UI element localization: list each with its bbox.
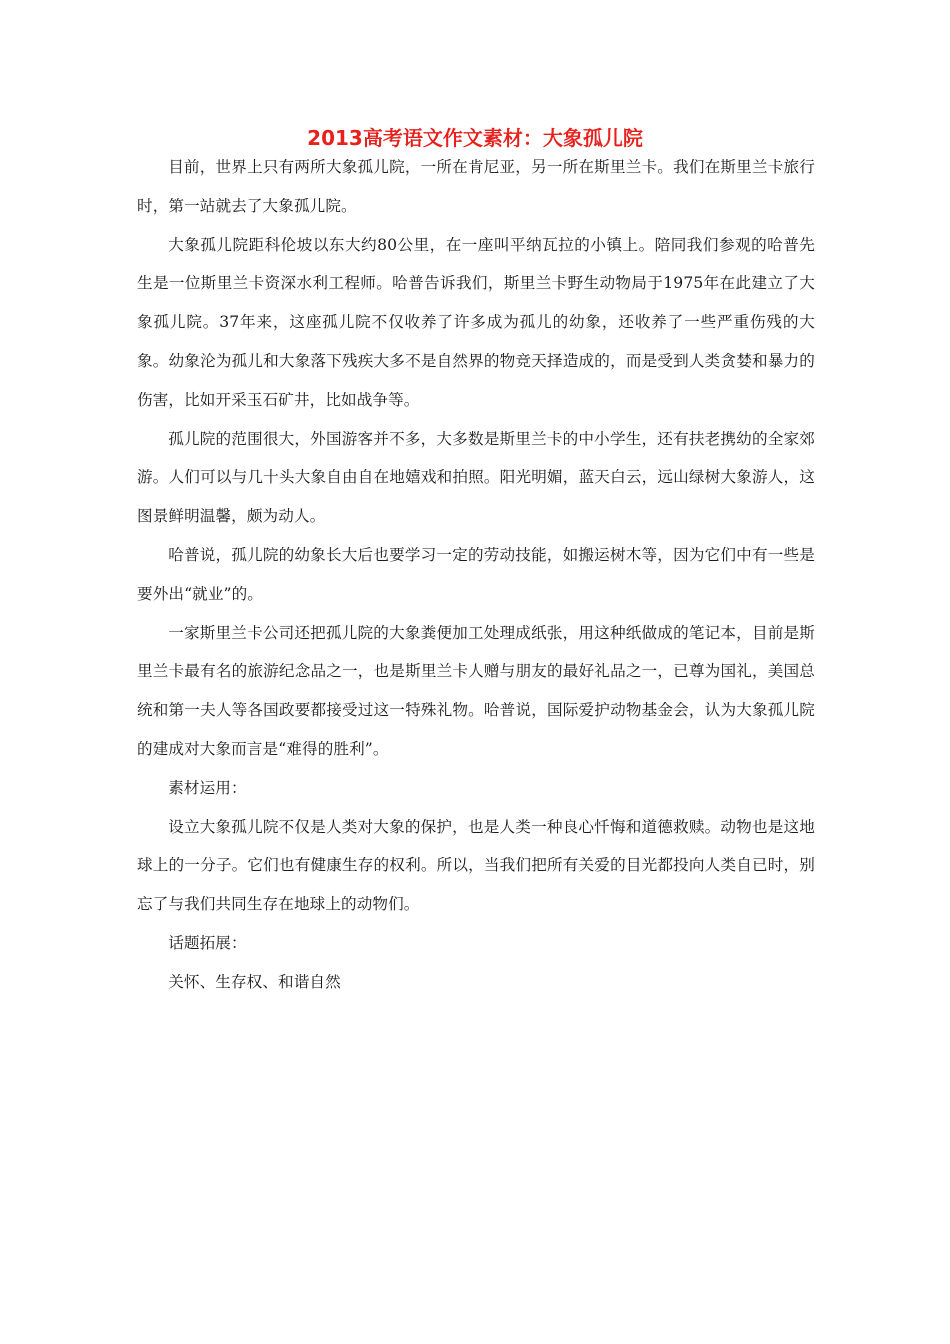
article-body xyxy=(137,148,815,1002)
paragraph-topic-extension: 关怀、生存权、和谐自然 xyxy=(168,972,341,991)
section-heading-topic-extension: 话题拓展： xyxy=(168,933,247,952)
paragraph-visitors: 孤儿院的范围很大，外国游客并不多，大多数是斯里兰卡的中小学生，还有扶老携幼的全家郊游。人们可以与几十头大象自由自在地嬉戏和拍照。阳光明媚，蓝天白云，远山绿树大象游人，这图景鲜明温馨，颇为动人。 xyxy=(137,429,815,526)
paragraph-material-use: 设立大象孤儿院不仅是人类对大象的保护，也是人类一种良心忏悔和道德救赎。动物也是这地球上的一分子。它们也有健康生存的权利。所以，当我们把所有关爱的目光都投向人类自已时，别忘了与我们共同生存在地球上的动物们。 xyxy=(137,817,815,914)
paragraph-orphanage-history: 大象孤儿院距科伦坡以东大约80公里，在一座叫平纳瓦拉的小镇上。陪同我们参观的哈普先生是一位斯里兰卡资深水利工程师。哈普告诉我们，斯里兰卡野生动物局于1975年在此建立了大象孤儿院。37年来，这座孤儿院不仅收养了许多成为孤儿的幼象，还收养了一些严重伤残的大象。幼象沦为孤儿和大象落下残疾大多不是自然界的物竞天择造成的，而是受到人类贪婪和暴力的伤害，比如开采玉石矿井，比如战争等。 xyxy=(137,235,815,409)
paragraph-intro: 目前，世界上只有两所大象孤儿院，一所在肯尼亚，另一所在斯里兰卡。我们在斯里兰卡旅行时，第一站就去了大象孤儿院。 xyxy=(137,158,815,215)
section-heading-material-use: 素材运用： xyxy=(168,778,247,797)
paragraph-dung-paper: 一家斯里兰卡公司还把孤儿院的大象粪便加工处理成纸张，用这种纸做成的笔记本，目前是斯里兰卡最有名的旅游纪念品之一，也是斯里兰卡人赠与朋友的最好礼品之一，已尊为国礼，美国总统和第一夫人等各国政要都接受过这一特殊礼物。哈普说，国际爱护动物基金会，认为大象孤儿院的建成对大象而言是“难得的胜利”。 xyxy=(137,623,815,758)
paragraph-labor-skills: 哈普说，孤儿院的幼象长大后也要学习一定的劳动技能，如搬运树木等，因为它们中有一些是要外出“就业”的。 xyxy=(137,545,815,603)
page-title: 2013高考语文作文素材：大象孤儿院 xyxy=(307,126,643,150)
